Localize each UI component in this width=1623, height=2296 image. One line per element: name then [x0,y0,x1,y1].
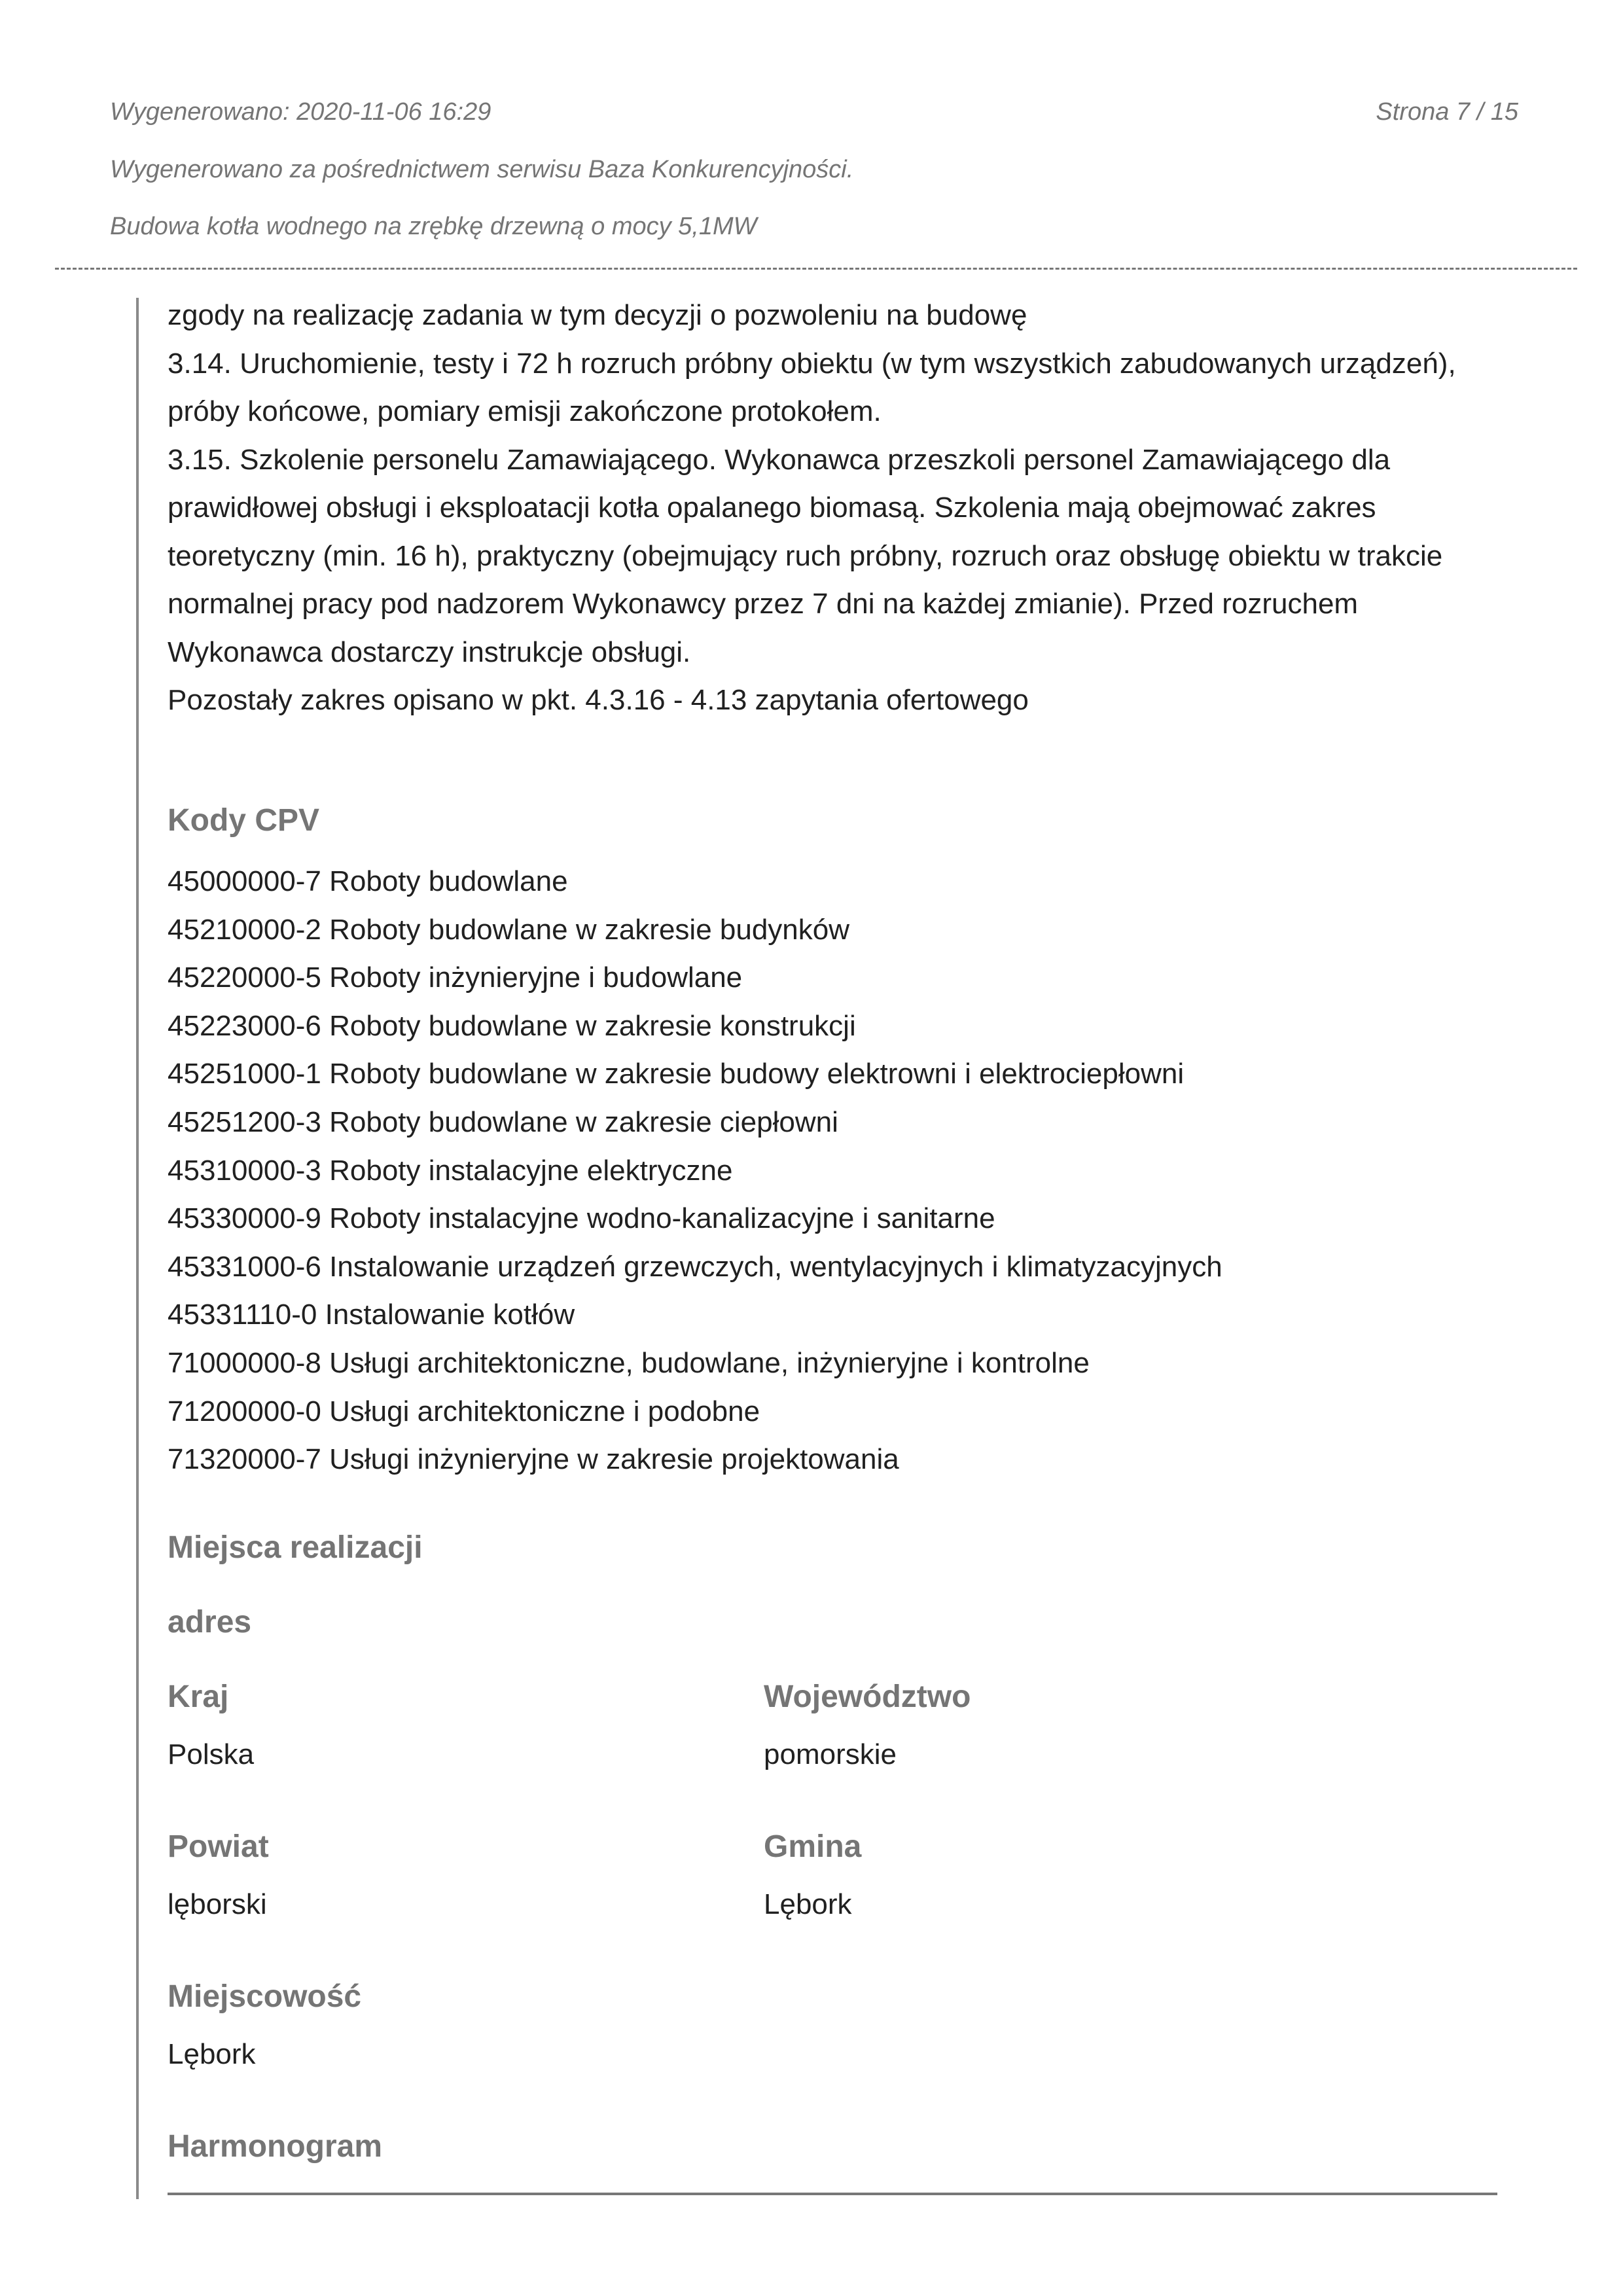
intro-line: prawidłowej obsługi i eksploatacji kotła opalanego biomasą. Szkolenia mają obejmować zakres [168,492,1376,524]
generated-timestamp: Wygenerowano: 2020-11-06 16:29 [110,98,491,126]
cpv-list [168,857,1222,1484]
town-field [168,1977,361,2073]
intro-text [168,291,1503,725]
intro-line: 3.14. Uruchomienie, testy i 72 h rozruch próbny obiektu (w tym wszystkich zabudowanych urządzeń), [168,347,1456,380]
cpv-code: 71200000-0 Usługi architektoniczne i podobne [168,1395,760,1427]
page-number: Strona 7 / 15 [1376,98,1518,126]
voivodeship-field [764,1677,971,1773]
voivodeship-value: pomorskie [764,1738,897,1770]
commune-field [764,1827,861,1923]
cpv-code: 45331110-0 Instalowanie kotłów [168,1299,575,1331]
country-value: Polska [168,1738,255,1770]
schedule-divider [168,2193,1497,2195]
commune-label: Gmina [764,1829,862,1864]
cpv-code: 45251200-3 Roboty budowlane w zakresie ciepłowni [168,1105,838,1138]
header-divider [55,268,1577,270]
county-value: lęborski [168,1888,267,1920]
intro-line: zgody na realizację zadania w tym decyzji o pozwoleniu na budowę [168,299,1027,331]
intro-line: 3.15. Szkolenie personelu Zamawiającego. Wykonawca przeszkoli personel Zamawiającego dla [168,443,1391,476]
intro-line: Pozostały zakres opisano w pkt. 4.3.16 - 4.13 zapytania ofertowego [168,684,1029,716]
intro-line: teoretyczny (min. 16 h), praktyczny (obejmujący ruch próbny, rozruch oraz obsługę obiektu w trakcie [168,539,1443,572]
cpv-code: 45220000-5 Roboty inżynieryjne i budowlane [168,961,743,994]
intro-line: Wykonawca dostarczy instrukcje obsługi. [168,636,691,668]
town-value: Lębork [168,2038,256,2070]
cpv-code: 45251000-1 Roboty budowlane w zakresie budowy elektrowni i elektrociepłowni [168,1058,1185,1090]
voivodeship-label: Województwo [764,1679,971,1714]
schedule-heading: Harmonogram [168,2129,383,2164]
cpv-code: 45330000-9 Roboty instalacyjne wodno-kanalizacyjne i sanitarne [168,1202,995,1235]
intro-line: normalnej pracy pod nadzorem Wykonawcy przez 7 dni na każdej zmianie). Przed rozruchem [168,588,1359,620]
cpv-code: 45210000-2 Roboty budowlane w zakresie budynków [168,913,850,946]
country-label: Kraj [168,1679,229,1714]
location-heading: Miejsca realizacji [168,1530,423,1565]
main-content [168,291,1503,725]
cpv-code: 45223000-6 Roboty budowlane w zakresie konstrukcji [168,1009,856,1042]
cpv-code: 71000000-8 Usługi architektoniczne, budowlane, inżynieryjne i kontrolne [168,1346,1090,1379]
cpv-code: 71320000-7 Usługi inżynieryjne w zakresie projektowania [168,1443,899,1476]
cpv-heading: Kody CPV [168,803,320,838]
service-note: Wygenerowano za pośrednictwem serwisu Baza Konkurencyjności. [110,156,854,183]
document-title: Budowa kotła wodnego na zrębkę drzewną o mocy 5,1MW [110,213,757,240]
town-label: Miejscowość [168,1979,362,2014]
address-heading: adres [168,1605,252,1640]
intro-line: próby końcowe, pomiary emisji zakończone protokołem. [168,395,882,427]
cpv-code: 45000000-7 Roboty budowlane [168,865,568,897]
cpv-code: 45331000-6 Instalowanie urządzeń grzewczych, wentylacyjnych i klimatyzacyjnych [168,1250,1222,1283]
county-label: Powiat [168,1829,269,1864]
county-field [168,1827,269,1923]
content-left-bar [136,298,139,2199]
commune-value: Lębork [764,1888,852,1920]
country-field [168,1677,254,1773]
cpv-code: 45310000-3 Roboty instalacyjne elektryczne [168,1154,733,1187]
